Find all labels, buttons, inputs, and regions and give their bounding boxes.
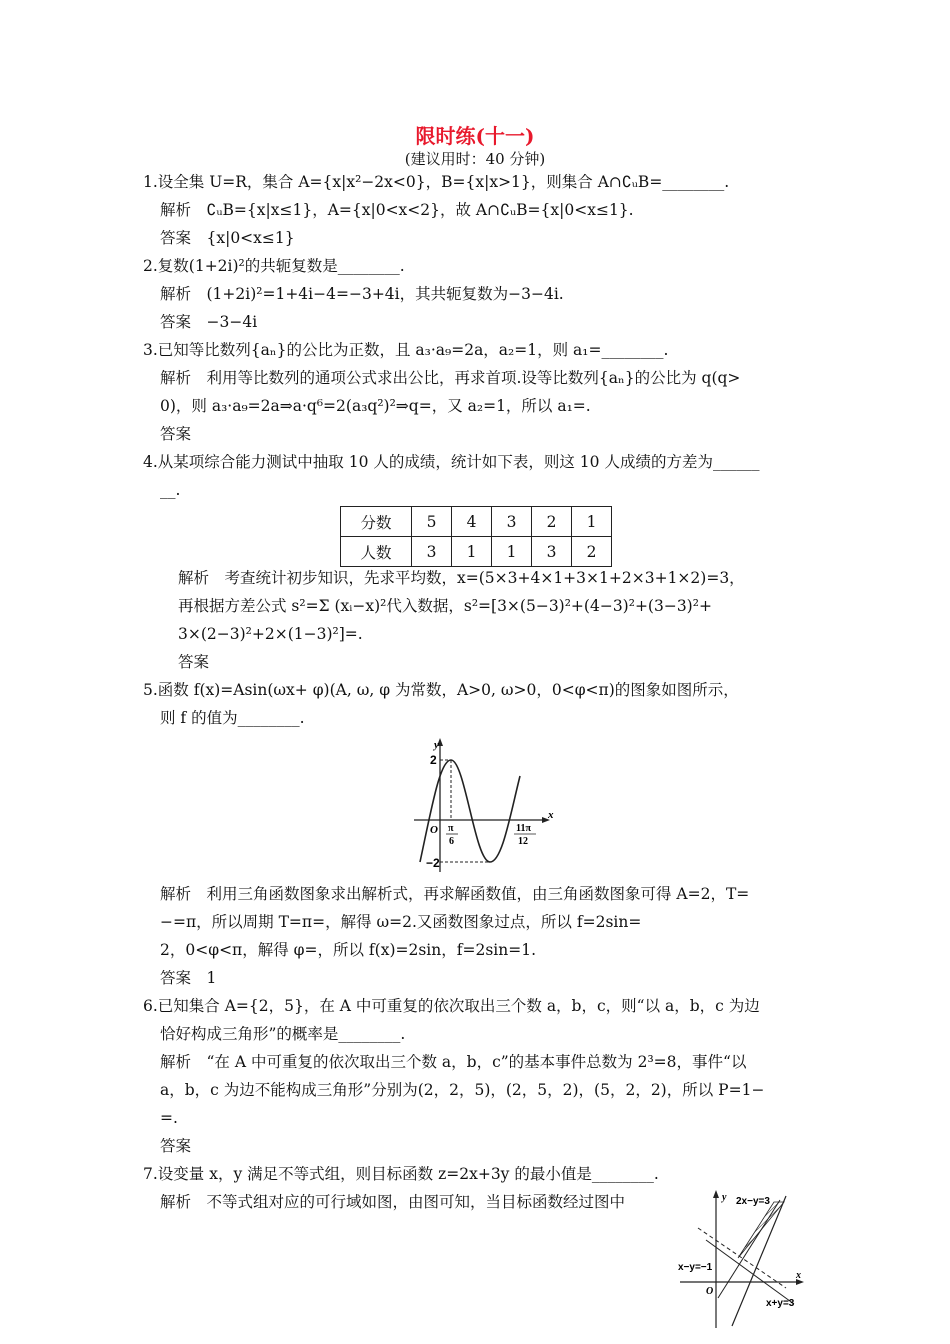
q5-question-line2: 则 f 的值为________. — [160, 709, 305, 727]
table-cell: 1 — [492, 537, 532, 567]
q1-question: 1.设全集 U=R，集合 A={x|x²−2x<0}，B={x|x>1}，则集合 A∩∁ᵤB=________. — [143, 173, 730, 191]
line3-label: x+y=3 — [766, 1298, 795, 1309]
table-row — [341, 507, 612, 537]
table-cell: 3 — [532, 537, 572, 567]
q2-analysis: 解析 (1+2i)²=1+4i−4=−3+4i，其共轭复数为−3−4i. — [160, 285, 564, 303]
q1-answer: 答案 {x|0<x≤1} — [160, 229, 295, 247]
q5-analysis-line1: 解析 利用三角函数图象求出解析式，再求解函数值，由三角函数图象可得 A=2，T= — [160, 885, 750, 903]
q4-analysis-line2: 再根据方差公式 s²=Σ (xᵢ−x)²代入数据，s²=[3×(5−3)²+(4−3)²+(3−3)²+ — [178, 597, 712, 615]
y-label: y — [434, 739, 439, 751]
tick1-num: π — [448, 823, 454, 834]
q6-analysis-line2: a，b，c 为边不能构成三角形”分别为(2，2，5)，(2，5，2)，(5，2，2)，所以 P=1− — [160, 1081, 765, 1099]
y-min-label: −2 — [426, 856, 440, 870]
table-cell: 4 — [452, 507, 492, 537]
q3-analysis-line2: 0)，则 a₃·a₉=2a⇒a·q⁶=2(a₃q²)²⇒q=，又 a₂=1，所以 a₁=. — [160, 397, 591, 415]
origin-label: O — [706, 1286, 714, 1297]
q7-analysis: 解析 不等式组对应的可行域如图，由图可知，当目标函数经过图中 — [160, 1193, 626, 1211]
table-cell: 2 — [532, 507, 572, 537]
q4-analysis-line3: 3×(2−3)²+2×(1−3)²]=. — [178, 625, 363, 643]
tick1-den: 6 — [449, 836, 454, 847]
x-label: x — [796, 1270, 801, 1281]
score-table — [340, 506, 612, 567]
q2-question: 2.复数(1+2i)²的共轭复数是________. — [143, 257, 405, 275]
q2-answer: 答案 −3−4i — [160, 313, 258, 331]
table-cell: 1 — [452, 537, 492, 567]
q5-answer: 答案 1 — [160, 969, 217, 987]
table-header-count: 人数 — [341, 537, 412, 567]
tick2-num: 11π — [516, 823, 531, 834]
q5-analysis-line3: 2，0<φ<π，解得 φ=，所以 f(x)=2sin，f=2sin=1. — [160, 941, 537, 959]
q3-question: 3.已知等比数列{aₙ}的公比为正数，且 a₃·a₉=2a，a₂=1，则 a₁=________. — [143, 341, 669, 359]
origin-label: O — [430, 824, 438, 836]
y-axis-arrow — [713, 1190, 719, 1198]
q1-analysis: 解析 ∁ᵤB={x|x≤1}，A={x|0<x<2}，故 A∩∁ᵤB={x|0<x≤1}. — [160, 201, 634, 219]
table-cell: 2 — [572, 537, 612, 567]
table-cell: 3 — [492, 507, 532, 537]
q4-question-line1: 4.从某项综合能力测试中抽取 10 人的成绩，统计如下表，则这 10 人成绩的方差为______ — [143, 453, 760, 471]
table-header-score: 分数 — [341, 507, 412, 537]
table-cell: 3 — [412, 537, 452, 567]
tick2-den: 12 — [518, 836, 528, 847]
q5-question-line1: 5.函数 f(x)=Asin(ωx+ φ)(A, ω, φ 为常数，A>0, ω>0，0<φ<π)的图象如图所示， — [143, 681, 739, 699]
q6-analysis-line3: =. — [160, 1109, 178, 1127]
y-max-label: 2 — [430, 753, 437, 767]
page-subtitle: (建议用时：40 分钟) — [404, 150, 546, 168]
sine-curve — [420, 760, 520, 862]
q6-question-line1: 6.已知集合 A={2，5}，在 A 中可重复的依次取出三个数 a，b，c，则“以 a，b，c 为边 — [143, 997, 760, 1015]
table-cell: 1 — [572, 507, 612, 537]
objective-dashed-line — [698, 1228, 786, 1288]
y-label: y — [722, 1192, 727, 1203]
sine-graph — [410, 736, 560, 876]
q4-analysis-line1: 解析 考查统计初步知识，先求平均数，x=(5×3+4×1+3×1+2×3+1×2)=3， — [178, 569, 745, 587]
page-title: 限时练(十一) — [415, 124, 535, 148]
q4-answer: 答案 — [178, 653, 210, 671]
q6-answer: 答案 — [160, 1137, 192, 1155]
q3-answer: 答案 — [160, 425, 192, 443]
feasible-region-graph — [676, 1186, 816, 1330]
line-x-y-neg1 — [718, 1200, 780, 1298]
x-label: x — [548, 809, 554, 821]
q3-analysis-line1: 解析 利用等比数列的通项公式求出公比，再求首项.设等比数列{aₙ}的公比为 q(q> — [160, 369, 741, 387]
table-cell: 5 — [412, 507, 452, 537]
line-x-y-3 — [706, 1240, 794, 1304]
q6-question-line2: 恰好构成三角形”的概率是________. — [160, 1025, 406, 1043]
q6-analysis-line1: 解析 “在 A 中可重复的依次取出三个数 a，b，c”的基本事件总数为 2³=8，事件“以 — [160, 1053, 747, 1071]
q4-question-line2: __. — [160, 481, 181, 499]
line2-label: x−y=−1 — [678, 1262, 713, 1273]
q5-analysis-line2: −=π，所以周期 T=π=，解得 ω=2.又函数图象过点，所以 f=2sin= — [160, 913, 642, 931]
line1-label: 2x−y=3 — [736, 1196, 770, 1207]
q7-question: 7.设变量 x，y 满足不等式组，则目标函数 z=2x+3y 的最小值是________. — [143, 1165, 659, 1183]
table-row — [341, 537, 612, 567]
